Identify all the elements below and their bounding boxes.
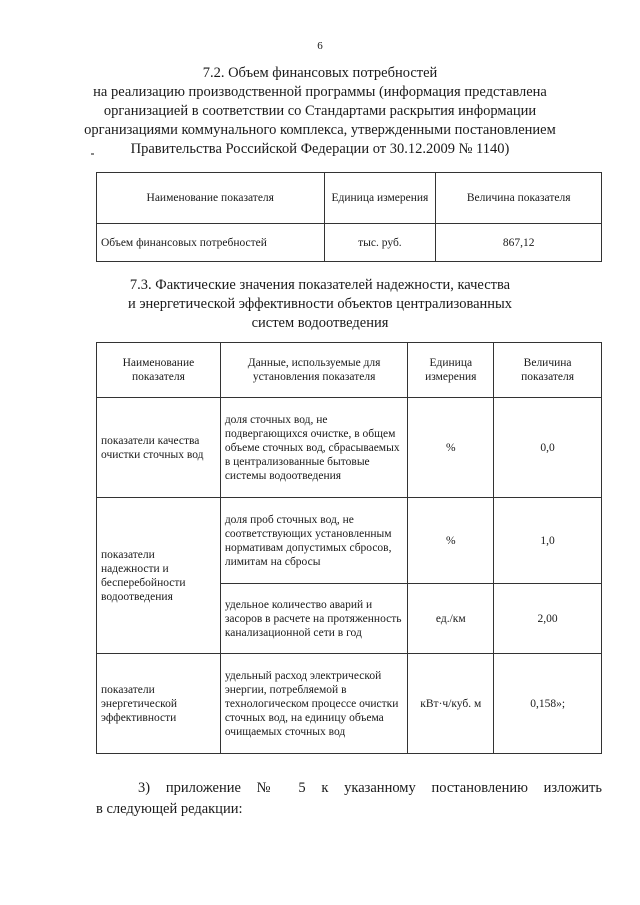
paragraph-line-2: в следующей редакции:: [96, 801, 243, 817]
heading-line: Правительства Российской Федерации от 30.12.2009 № 1140): [130, 141, 510, 157]
column-header: Наименование показателя: [97, 173, 325, 224]
table-row: [97, 654, 602, 754]
financial-needs-table: [96, 172, 602, 262]
paragraph-line-1: 3) приложение № 5 к указанному постановлению изложить: [138, 780, 602, 796]
indicator-group-name: показатели качества очистки сточных вод: [97, 398, 221, 498]
heading-line: организацией в соответствии со Стандартами раскрытия информации: [103, 103, 537, 119]
heading-line: и энергетической эффективности объектов централизованных: [127, 296, 513, 312]
section-7-3-heading: [0, 276, 640, 333]
table-row: [97, 498, 602, 584]
indicator-data: доля проб сточных вод, не соответствующих установленным нормативам допустимых сбросов, лимитам на сбросы: [220, 498, 408, 584]
indicator-data: удельное количество аварий и засоров в расчете на протяженность канализационной сети в год: [220, 584, 408, 654]
indicator-value: 1,0: [494, 498, 602, 584]
section-7-2-heading: [0, 64, 640, 159]
column-header: Величина показателя: [436, 173, 602, 224]
indicator-value: 2,00: [494, 584, 602, 654]
column-header: Единица измерения: [408, 343, 494, 398]
indicator-unit: ед./км: [408, 584, 494, 654]
heading-line: 7.2. Объем финансовых потребностей: [202, 65, 438, 81]
column-header: Единица измерения: [324, 173, 436, 224]
heading-line: систем водоотведения: [251, 315, 389, 331]
table-cell: Объем финансовых потребностей: [97, 224, 325, 262]
indicator-data: удельный расход электрической энергии, потребляемой в технологическом процессе очистки сточных вод, на единицу объема очищаемых сточных вод: [220, 654, 408, 754]
indicator-value: 0,0: [494, 398, 602, 498]
page-number: 6: [317, 40, 323, 52]
table-header-row: [97, 343, 602, 398]
indicators-table: [96, 342, 602, 754]
indicator-group-name: показатели надежности и бесперебойности водоотведения: [97, 498, 221, 654]
table-row: [97, 224, 602, 262]
table-row: [97, 398, 602, 498]
indicator-unit: %: [408, 498, 494, 584]
heading-line: организациями коммунального комплекса, утвержденными постановлением: [84, 122, 556, 138]
column-header: Величина показателя: [494, 343, 602, 398]
column-header: Наименование показателя: [97, 343, 221, 398]
column-header: Данные, используемые для установления показателя: [220, 343, 408, 398]
table-header-row: [97, 173, 602, 224]
table-cell: 867,12: [436, 224, 602, 262]
indicator-data: доля сточных вод, не подвергающихся очистке, в общем объеме сточных вод, сбрасываемых в централизованные бытовые системы водоотведения: [220, 398, 408, 498]
indicator-value: 0,158»;: [494, 654, 602, 754]
indicator-unit: кВт·ч/куб. м: [408, 654, 494, 754]
heading-line: 7.3. Фактические значения показателей надежности, качества: [129, 277, 511, 293]
table-cell: тыс. руб.: [324, 224, 436, 262]
indicator-unit: %: [408, 398, 494, 498]
heading-line: на реализацию производственной программы (информация представлена: [93, 84, 547, 100]
indicator-group-name: показатели энергетической эффективности: [97, 654, 221, 754]
